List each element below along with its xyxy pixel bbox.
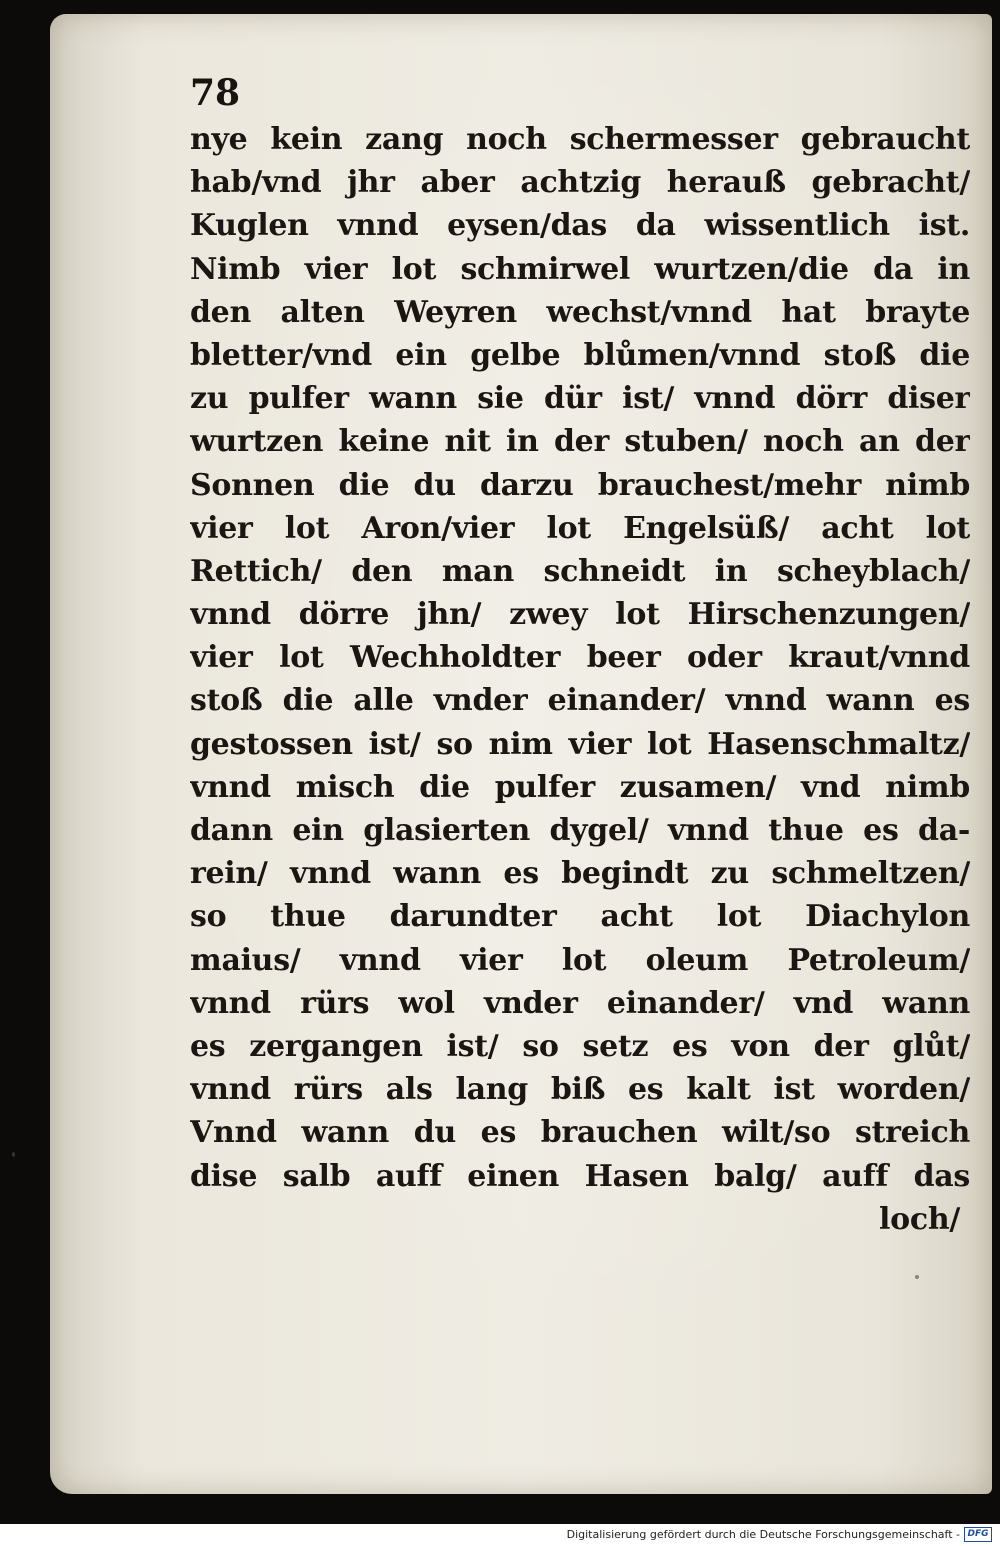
text-line: stoß die alle vnder einander/ vnnd wann es bbox=[190, 683, 970, 719]
text-line: Vnnd wann du es brauchen wilt/so streich bbox=[190, 1115, 970, 1151]
body-text bbox=[190, 118, 970, 1241]
text-line: vier lot Wechholdter beer oder kraut/vnnd bbox=[190, 640, 970, 676]
text-line: Kuglen vnnd eysen/das da wissentlich ist. bbox=[190, 208, 970, 244]
text-line: wurtzen keine nit in der stuben/ noch an der bbox=[190, 424, 970, 460]
text-line: vnnd misch die pulfer zusamen/ vnd nimb bbox=[190, 769, 970, 805]
page-number: 78 bbox=[190, 72, 241, 114]
text-line: dann ein glasierten dygel/ vnnd thue es da- bbox=[190, 813, 970, 848]
text-line: rein/ vnnd wann es begindt zu schmeltzen/ bbox=[190, 856, 970, 892]
text-line: gestossen ist/ so nim vier lot Hasenschmaltz/ bbox=[190, 726, 970, 762]
text-line: zu pulfer wann sie dür ist/ vnnd dörr diser bbox=[190, 381, 970, 417]
text-line: nye kein zang noch schermesser gebraucht bbox=[190, 122, 970, 157]
dust-speck bbox=[12, 1152, 15, 1157]
dfg-logo: DFG bbox=[964, 1527, 992, 1542]
text-line: es zergangen ist/ so setz es von der glůt/ bbox=[190, 1028, 970, 1064]
book-page bbox=[50, 14, 992, 1494]
text-line: bletter/vnd ein gelbe blůmen/vnnd stoß die bbox=[190, 337, 970, 373]
text-line: so thue darundter acht lot Diachylon bbox=[190, 899, 970, 935]
text-line: dise salb auff einen Hasen balg/ auff das bbox=[190, 1158, 970, 1194]
text-line: vier lot Aron/vier lot Engelsüß/ acht lot bbox=[190, 510, 970, 546]
text-line: hab/vnd jhr aber achtzig herauß gebracht/ bbox=[190, 165, 970, 201]
funding-credit: Digitalisierung gefördert durch die Deutsche Forschungsgemeinschaft - bbox=[566, 1528, 960, 1541]
text-line: vnnd dörre jhn/ zwey lot Hirschenzungen/ bbox=[190, 597, 970, 633]
footer-bar bbox=[0, 1524, 1000, 1546]
dust-speck bbox=[915, 1275, 919, 1279]
text-line: Nimb vier lot schmirwel wurtzen/die da in bbox=[190, 251, 970, 287]
text-line: Sonnen die du darzu brauchest/mehr nimb bbox=[190, 467, 970, 503]
text-line: maius/ vnnd vier lot oleum Petroleum/ bbox=[190, 942, 970, 978]
text-line: vnnd rürs als lang biß es kalt ist worden/ bbox=[190, 1072, 970, 1108]
text-line: loch/ bbox=[879, 1201, 960, 1237]
text-line: den alten Weyren wechst/vnnd hat brayte bbox=[190, 294, 970, 330]
text-line: Rettich/ den man schneidt in scheyblach/ bbox=[190, 553, 970, 589]
text-line: vnnd rürs wol vnder einander/ vnd wann bbox=[190, 985, 970, 1021]
